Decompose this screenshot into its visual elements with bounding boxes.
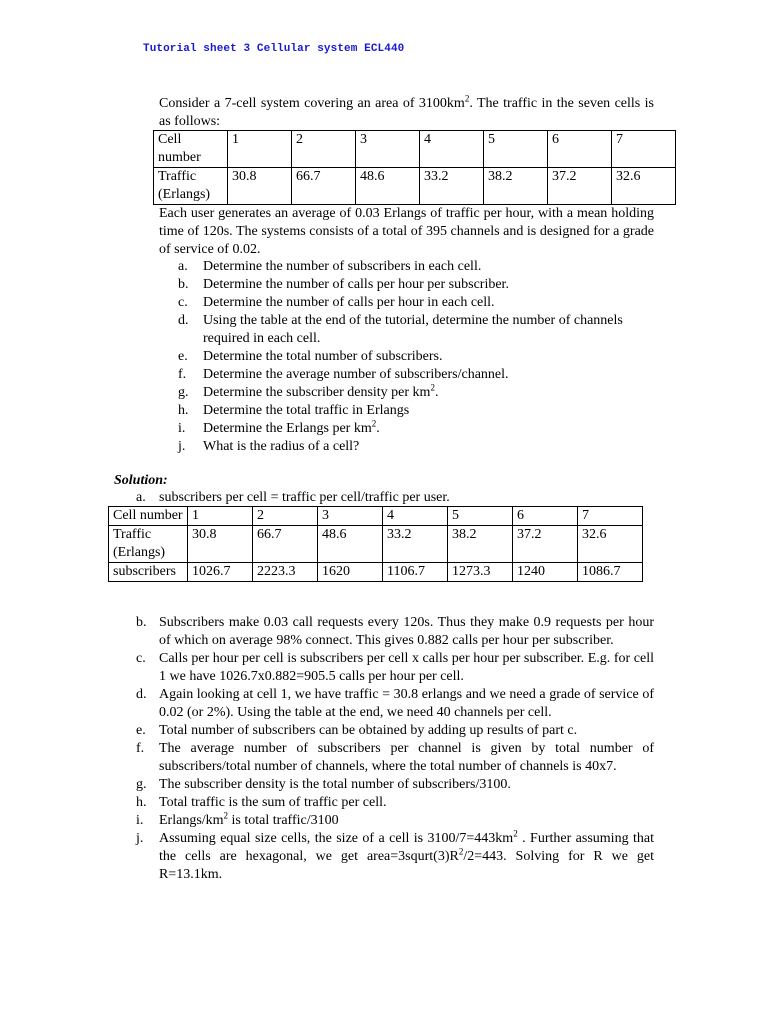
list-item — [136, 830, 654, 884]
table-cell: 6 — [513, 507, 578, 526]
table-cell: 66.7 — [253, 526, 318, 563]
item-letter: i. — [136, 813, 144, 828]
item-letter: a. — [136, 490, 146, 505]
item-letter: f. — [178, 367, 187, 382]
list-item — [178, 294, 656, 312]
item-letter: d. — [136, 687, 147, 702]
superscript: 2 — [430, 382, 435, 393]
question-list — [178, 258, 656, 456]
item-letter: b. — [136, 615, 147, 630]
item-text: Determine the number of calls per hour per subscriber. — [203, 277, 509, 292]
list-item — [136, 794, 654, 812]
item-text-end: is total traffic/3100 — [228, 813, 339, 828]
item-text — [159, 830, 654, 884]
table-cell: 30.8 — [188, 526, 253, 563]
list-item — [136, 740, 654, 776]
intro-text-end: . The traffic in the seven cells is as follows: — [159, 96, 654, 129]
item-letter: h. — [178, 403, 189, 418]
list-item — [178, 420, 656, 438]
table-row — [109, 563, 643, 582]
item-letter: c. — [178, 295, 188, 310]
item-letter: a. — [178, 259, 188, 274]
document-header: Tutorial sheet 3 Cellular system ECL440 — [143, 43, 405, 55]
item-text-main: Erlangs/km — [159, 813, 224, 828]
item-text: Again looking at cell 1, we have traffic = 30.8 erlangs and we need a grade of service of 0.02 (or 2%). Using the table at the end, we need 40 channels per cell. — [159, 687, 654, 720]
item-letter: i. — [178, 421, 186, 436]
solution-list — [136, 614, 654, 884]
item-text-end: . — [434, 385, 439, 400]
item-letter: c. — [136, 651, 146, 666]
list-item — [178, 258, 656, 276]
superscript: 2 — [223, 810, 229, 821]
problem-intro — [159, 95, 654, 131]
table-cell: 1240 — [513, 563, 578, 582]
item-text-end: . — [376, 421, 380, 436]
table-cell: 38.2 — [448, 526, 513, 563]
list-item — [136, 812, 654, 830]
table-cell: 5 — [484, 131, 548, 168]
row-header: Cell number — [154, 131, 228, 168]
table-cell: 66.7 — [292, 168, 356, 205]
item-text: Total traffic is the sum of traffic per cell. — [159, 795, 387, 810]
subscribers-table — [108, 506, 643, 582]
list-item — [178, 276, 656, 294]
item-letter: h. — [136, 795, 147, 810]
item-letter: d. — [178, 313, 189, 328]
item-letter: j. — [136, 831, 144, 846]
item-text-main: Determine the subscriber density per km — [203, 385, 431, 400]
superscript: 2 — [371, 418, 377, 429]
item-text — [159, 812, 654, 830]
item-text: Determine the number of subscribers in each cell. — [203, 259, 482, 274]
item-text: Determine the number of calls per hour in each cell. — [203, 295, 495, 310]
item-letter: f. — [136, 741, 145, 756]
row-header: Traffic (Erlangs) — [109, 526, 188, 563]
table-cell: 48.6 — [318, 526, 383, 563]
problem-statement — [159, 95, 654, 131]
item-text: Using the table at the end of the tutorial, determine the number of channels required in each cell. — [203, 313, 623, 346]
table-cell: 37.2 — [513, 526, 578, 563]
table-cell: 30.8 — [228, 168, 292, 205]
item-letter: e. — [178, 349, 188, 364]
item-text-main: Determine the Erlangs per km — [203, 421, 372, 436]
item-text — [203, 420, 656, 438]
item-text: subscribers per cell = traffic per cell/traffic per user. — [159, 490, 450, 505]
item-text: Total number of subscribers can be obtained by adding up results of part c. — [159, 723, 578, 738]
traffic-table — [153, 130, 676, 205]
list-item — [178, 312, 656, 348]
item-text: Subscribers make 0.03 call requests every 120s. Thus they make 0.9 requests per hour of which on average 98% connect. This gives 0.882 calls per hour per subscriber. — [159, 615, 654, 648]
table-cell: 48.6 — [356, 168, 420, 205]
intro-superscript: 2 — [464, 93, 470, 104]
table-row — [154, 131, 676, 168]
item-text: The average number of subscribers per channel is given by total number of subscribers/total number of channels, where the total number of channels is 40x7. — [159, 741, 654, 774]
table-cell: 4 — [383, 507, 448, 526]
item-text: The subscriber density is the total number of subscribers/3100. — [159, 777, 511, 792]
table-cell: 3 — [356, 131, 420, 168]
list-item — [178, 348, 656, 366]
item-letter: g. — [178, 385, 189, 400]
list-item — [178, 366, 656, 384]
solution-title: Solution: — [114, 473, 168, 488]
table-cell: 4 — [420, 131, 484, 168]
list-item — [178, 438, 656, 456]
table-cell: 1 — [228, 131, 292, 168]
problem-description-wrap — [159, 205, 654, 259]
list-item — [178, 384, 656, 402]
item-text-main: Assuming equal size cells, the size of a cell is 3100/7=443km — [159, 831, 514, 846]
table-cell: 32.6 — [578, 526, 643, 563]
item-letter: e. — [136, 723, 146, 738]
intro-text: Consider a 7-cell system covering an area of 3100km — [159, 96, 465, 111]
table-cell: 1026.7 — [188, 563, 253, 582]
item-text: Determine the total number of subscribers. — [203, 349, 443, 364]
list-item — [136, 650, 654, 686]
item-text-end: /2=443. Solving for R we get R=13.1km. — [159, 849, 654, 882]
table-cell: 1086.7 — [578, 563, 643, 582]
row-header: subscribers — [109, 563, 188, 582]
table-cell: 32.6 — [612, 168, 676, 205]
table-cell: 1106.7 — [383, 563, 448, 582]
table-cell: 1273.3 — [448, 563, 513, 582]
problem-description: Each user generates an average of 0.03 Erlangs of traffic per hour, with a mean holding time of 120s. The systems consists of a total of 395 channels and is designed for a grade of service of 0.02. — [159, 206, 654, 257]
table-cell: 3 — [318, 507, 383, 526]
item-text: What is the radius of a cell? — [203, 439, 360, 454]
list-item — [136, 686, 654, 722]
table-cell: 7 — [578, 507, 643, 526]
list-item — [136, 776, 654, 794]
table-cell: 6 — [548, 131, 612, 168]
table-row — [109, 507, 643, 526]
item-text: Determine the average number of subscribers/channel. — [203, 367, 509, 382]
item-letter: j. — [178, 439, 186, 454]
table-cell: 5 — [448, 507, 513, 526]
row-header: Cell number — [109, 507, 188, 526]
table-cell: 33.2 — [420, 168, 484, 205]
table-cell: 2 — [253, 507, 318, 526]
item-text: Calls per hour per cell is subscribers per cell x calls per hour per subscriber. E.g. for cell 1 we have 1026.7x0.882=905.5 calls per hour per cell. — [159, 651, 654, 684]
item-text — [203, 384, 656, 402]
list-item — [136, 614, 654, 650]
table-cell: 7 — [612, 131, 676, 168]
list-item — [136, 722, 654, 740]
item-text: Determine the total traffic in Erlangs — [203, 403, 410, 418]
table-cell: 1620 — [318, 563, 383, 582]
table-cell: 2223.3 — [253, 563, 318, 582]
solution-item-a — [136, 489, 450, 507]
item-letter: g. — [136, 777, 147, 792]
item-text-mid: . Further assuming that the cells are hexagonal, we get area=3squrt(3)R — [159, 831, 654, 864]
list-item — [178, 402, 656, 420]
table-cell: 1 — [188, 507, 253, 526]
table-cell: 37.2 — [548, 168, 612, 205]
table-row — [154, 168, 676, 205]
table-cell: 2 — [292, 131, 356, 168]
table-cell: 38.2 — [484, 168, 548, 205]
table-cell: 33.2 — [383, 526, 448, 563]
superscript: 2 — [458, 846, 464, 857]
item-letter: b. — [178, 277, 189, 292]
superscript: 2 — [513, 828, 518, 839]
table-row — [109, 526, 643, 563]
row-header: Traffic (Erlangs) — [154, 168, 228, 205]
